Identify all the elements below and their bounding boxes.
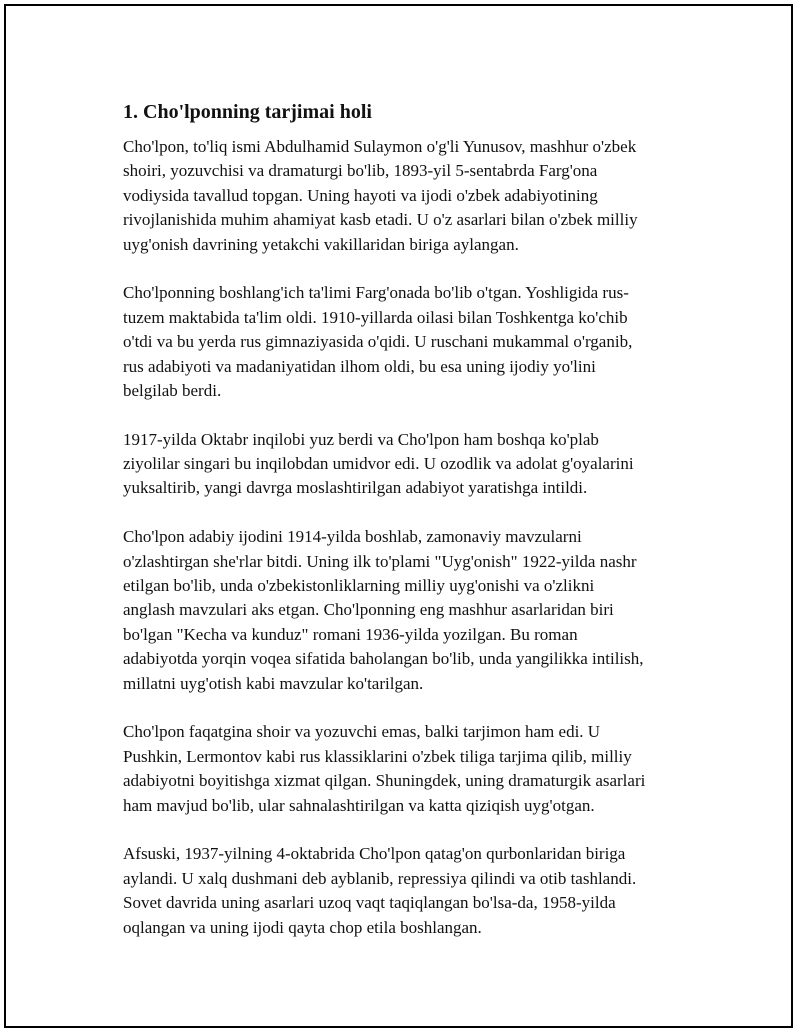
text-line: rus adabiyoti va madaniyatidan ilhom oldi, bu esa uning ijodiy yo'lini (123, 356, 596, 376)
paragraph-5 (123, 720, 693, 818)
text-line: Cho'lpon faqatgina shoir va yozuvchi emas, balki tarjimon ham edi. U (123, 722, 601, 742)
paragraph-6 (123, 842, 693, 940)
text-line: Cho'lponning boshlang'ich ta'limi Farg'onada bo'lib o'tgan. Yoshligida rus- (123, 283, 629, 303)
text-line: belgilab berdi. (123, 380, 222, 400)
text-line: etilgan bo'lib, unda o'zbekistonliklarning milliy uyg'onishi va o'zlikni (123, 576, 595, 596)
text-line: anglash mavzulari aks etgan. Cho'lponning eng mashhur asarlaridan biri (123, 600, 614, 620)
text-line: millatni uyg'otish kabi mavzular ko'tarilgan. (123, 673, 424, 693)
text-line: Cho'lpon adabiy ijodini 1914-yilda boshlab, zamonaviy mavzularni (123, 527, 582, 547)
paragraph-1 (123, 135, 693, 257)
text-line: Afsuski, 1937-yilning 4-oktabrida Cho'lpon qatag'on qurbonlaridan biriga (123, 844, 626, 864)
section-title: 1. Cho'lponning tarjimai holi (123, 101, 372, 123)
text-line: vodiysida tavallud topgan. Uning hayoti va ijodi o'zbek adabiyotining (123, 185, 598, 205)
text-line: oqlangan va uning ijodi qayta chop etila boshlangan. (123, 917, 482, 937)
text-line: shoiri, yozuvchisi va dramaturgi bo'lib, 1893-yil 5-sentabrda Farg'ona (123, 161, 598, 181)
text-line: o'zlashtirgan she'rlar bitdi. Uning ilk to'plami "Uyg'onish" 1922-yilda nashr (123, 551, 637, 571)
text-line: ham mavjud bo'lib, ular sahnalashtirilgan va katta qiziqish uyg'otgan. (123, 795, 595, 815)
text-line: Sovet davrida uning asarlari uzoq vaqt taqiqlangan bo'lsa-da, 1958-yilda (123, 893, 616, 913)
text-line: Pushkin, Lermontov kabi rus klassiklarini o'zbek tiliga tarjima qilib, milliy (123, 746, 632, 766)
text-line: tuzem maktabida ta'lim oldi. 1910-yillarda oilasi bilan Toshkentga ko'chib (123, 307, 628, 327)
paragraph-2 (123, 281, 693, 403)
text-line: adabiyotni boyitishga xizmat qilgan. Shuningdek, uning dramaturgik asarlari (123, 771, 646, 791)
paragraph-4 (123, 525, 693, 696)
paragraph-3 (123, 428, 693, 501)
text-line: uyg'onish davrining yetakchi vakillaridan biriga aylangan. (123, 234, 519, 254)
text-line: yuksaltirib, yangi davrga moslashtirilgan adabiyot yaratishga intildi. (123, 478, 588, 498)
text-line: adabiyotda yorqin voqea sifatida baholangan bo'lib, unda yangilikka intilish, (123, 649, 644, 669)
text-line: 1917-yilda Oktabr inqilobi yuz berdi va Cho'lpon ham boshqa ko'plab (123, 429, 599, 449)
document-body (123, 99, 693, 964)
text-line: Cho'lpon, to'liq ismi Abdulhamid Sulaymon o'g'li Yunusov, mashhur o'zbek (123, 137, 637, 156)
page-frame (4, 4, 793, 1028)
text-line: ziyolilar singari bu inqilobdan umidvor edi. U ozodlik va adolat g'oyalarini (123, 454, 634, 474)
text-line: rivojlanishida muhim ahamiyat kasb etadi. U o'z asarlari bilan o'zbek milliy (123, 210, 638, 230)
text-line: o'tdi va bu yerda rus gimnaziyasida o'qidi. U ruschani mukammal o'rganib, (123, 332, 633, 352)
text-line: bo'lgan "Kecha va kunduz" romani 1936-yilda yozilgan. Bu roman (123, 624, 578, 644)
text-line: aylandi. U xalq dushmani deb ayblanib, repressiya qilindi va otib tashlandi. (123, 868, 637, 888)
